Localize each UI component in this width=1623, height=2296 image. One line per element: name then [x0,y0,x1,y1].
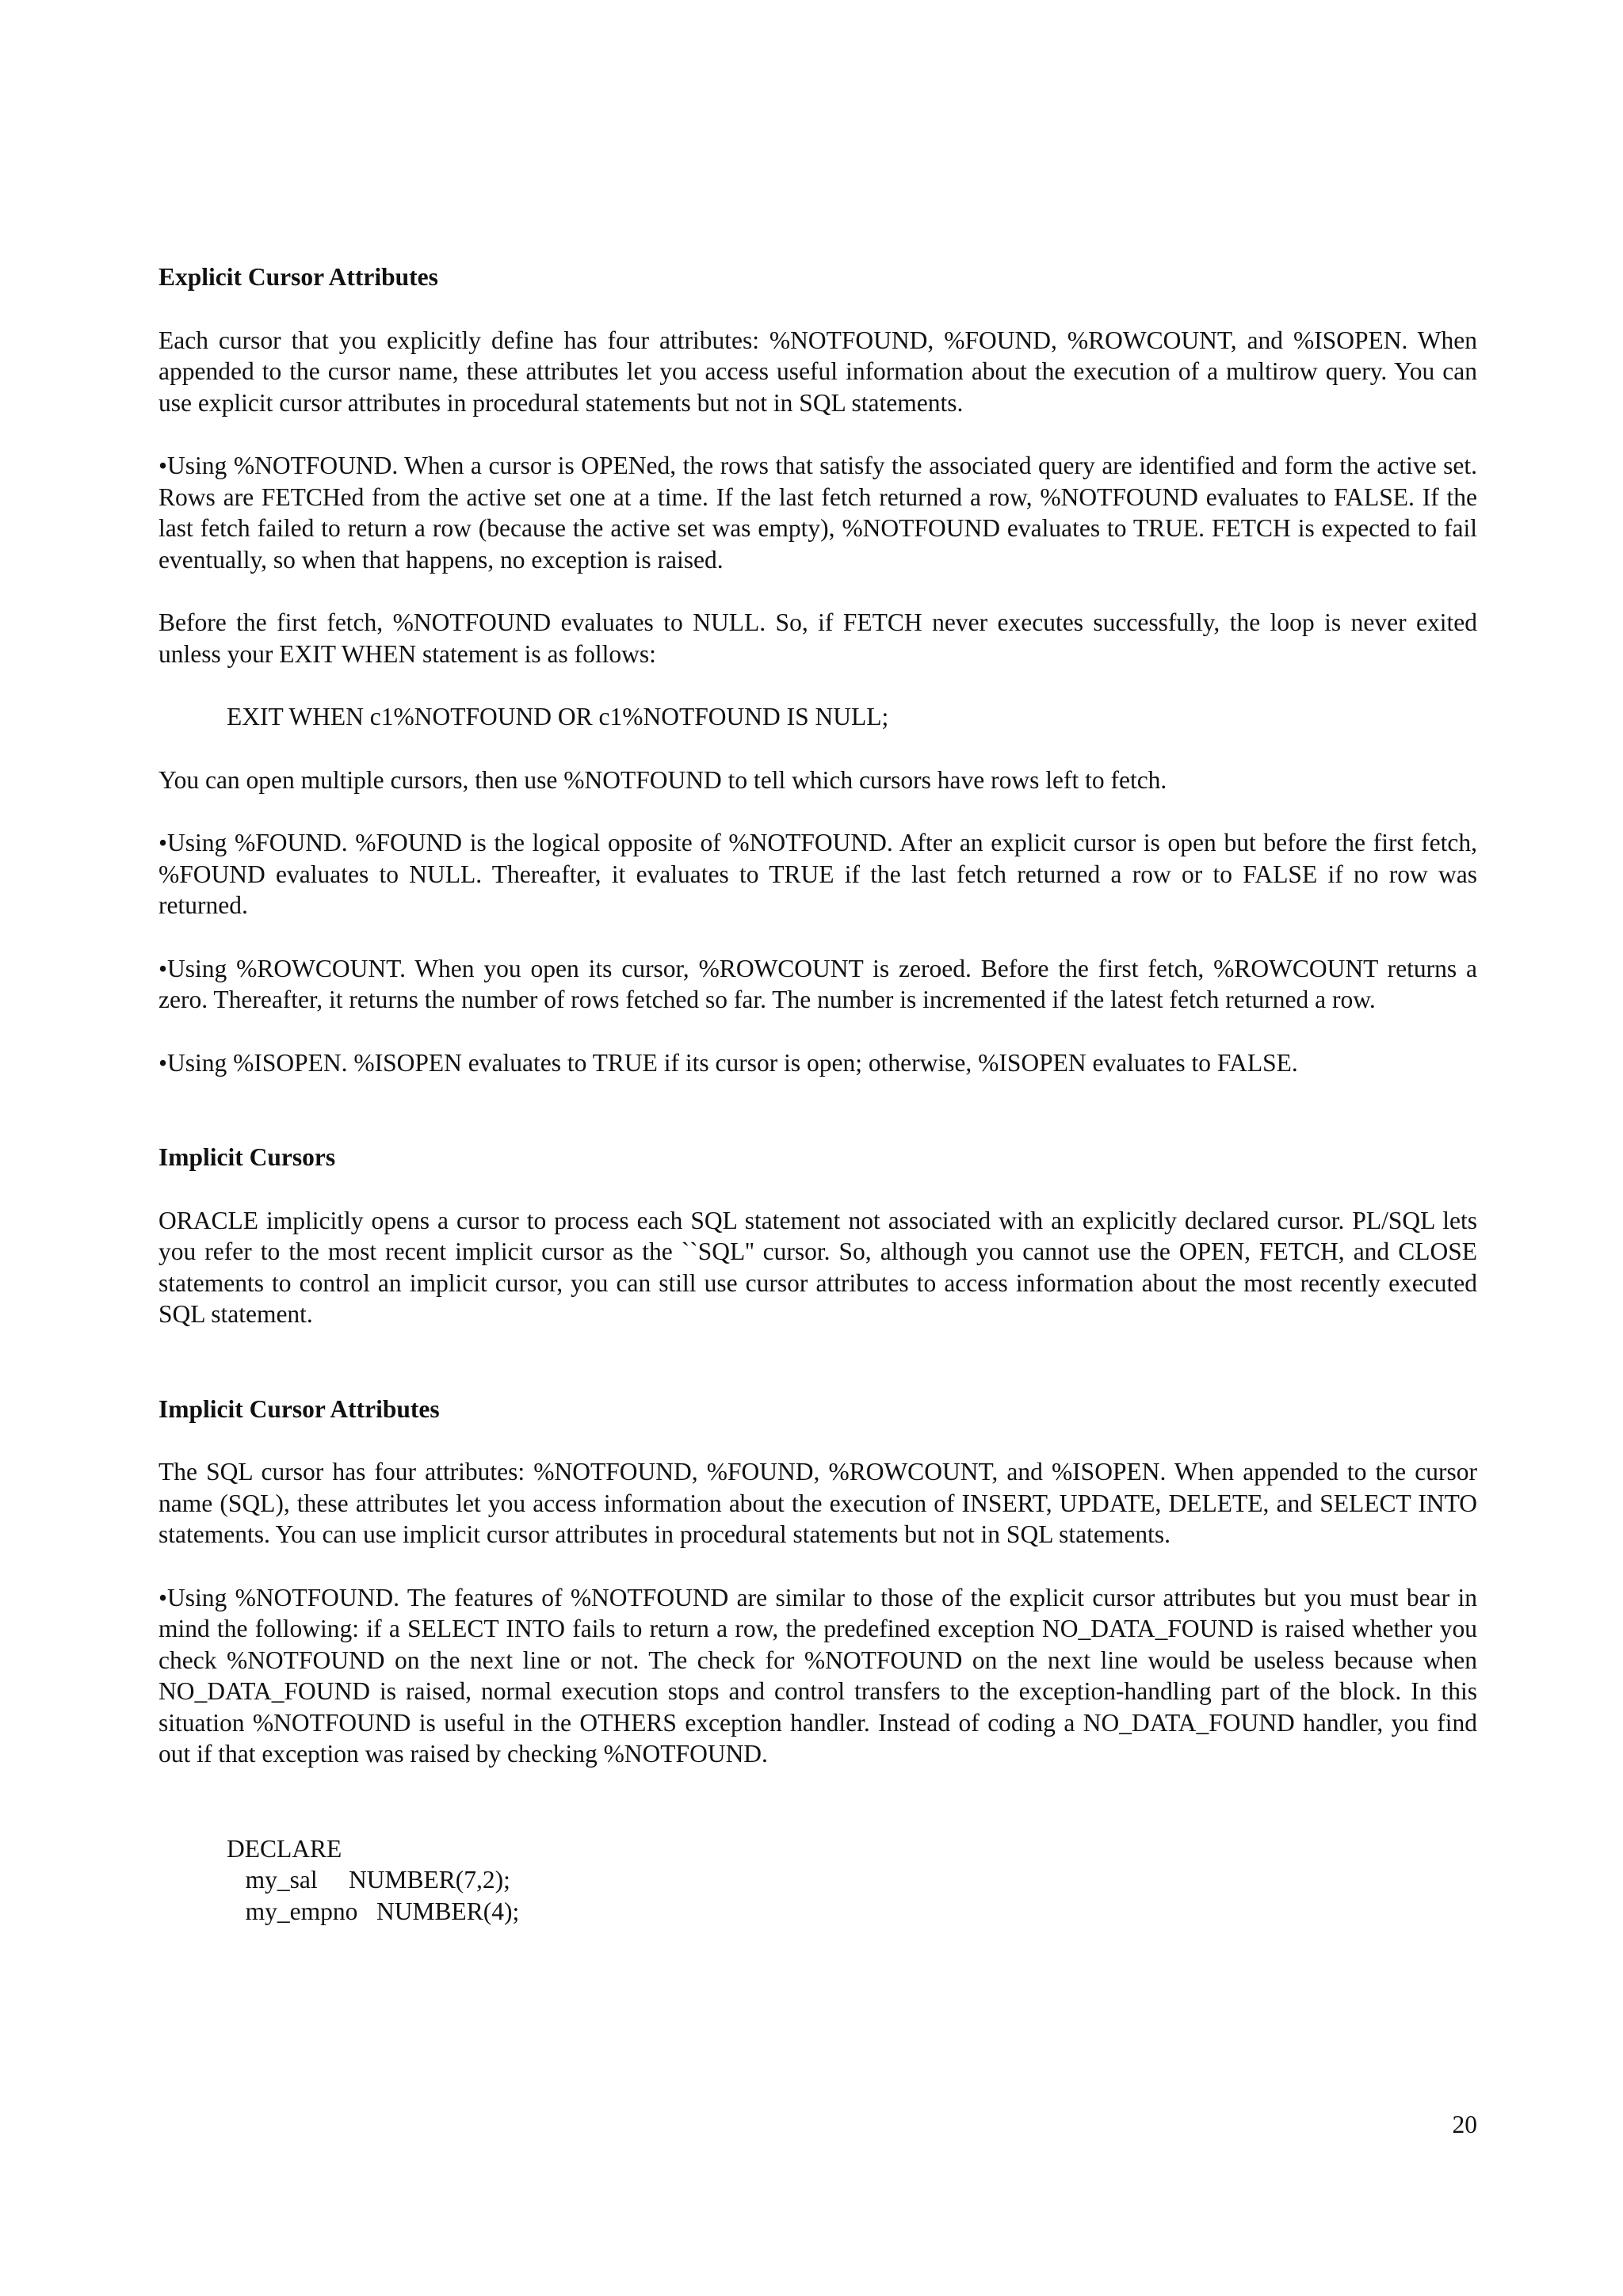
page-number: 20 [1452,2111,1477,2138]
paragraph-multiple-cursors: You can open multiple cursors, then use %NOTFOUND to tell which cursors have rows left to fetch. [158,765,1167,794]
code-line: my_empno NUMBER(4); [227,1897,520,1925]
code-line: DECLARE [227,1834,342,1863]
paragraph-explicit-intro: Each cursor that you explicitly define has four attributes: %NOTFOUND, %FOUND, %ROWCOUNT, and %ISOPEN. When appended to the cursor name, these attributes let you access useful information about the execution of a multirow query. You can use explicit cursor attributes in procedural statements but not in SQL statements. [158,326,1477,417]
code-line: my_sal NUMBER(7,2); [227,1866,510,1894]
page-content [158,261,1477,1927]
paragraph-implicit-cursors: ORACLE implicitly opens a cursor to process each SQL statement not associated with an explicitly declared cursor. PL/SQL lets you refer to the most recent implicit cursor as the ``SQL'' cursor. So, although you cannot use the OPEN, FETCH, and CLOSE statements to control an implicit cursor, you can still use cursor attributes to access information about the most recently executed SQL statement. [158,1206,1477,1328]
paragraph-explicit-found: •Using %FOUND. %FOUND is the logical opposite of %NOTFOUND. After an explicit cursor is open but before the first fetch, %FOUND evaluates to NULL. Thereafter, it evaluates to TRUE if the last fetch returned a row or to FALSE if no row was returned. [158,829,1477,919]
heading-explicit-cursor-attributes: Explicit Cursor Attributes [158,263,438,291]
code-exit-when: EXIT WHEN c1%NOTFOUND OR c1%NOTFOUND IS NULL; [227,703,889,730]
heading-implicit-cursor-attributes: Implicit Cursor Attributes [158,1394,440,1423]
paragraph-implicit-intro: The SQL cursor has four attributes: %NOTFOUND, %FOUND, %ROWCOUNT, and %ISOPEN. When appended to the cursor name (SQL), these attributes let you access information about the execution of INSERT, UPDATE, DELETE, and SELECT INTO statements. You can use implicit cursor attributes in procedural statements but not in SQL statements. [158,1458,1477,1548]
paragraph-explicit-isopen: •Using %ISOPEN. %ISOPEN evaluates to TRUE if its cursor is open; otherwise, %ISOPEN evaluates to FALSE. [158,1048,1298,1077]
paragraph-explicit-rowcount: •Using %ROWCOUNT. When you open its cursor, %ROWCOUNT is zeroed. Before the first fetch, %ROWCOUNT returns a zero. Thereafter, it returns the number of rows fetched so far. The number is incremented if the latest fetch returned a row. [158,954,1477,1013]
heading-implicit-cursors: Implicit Cursors [158,1143,336,1171]
paragraph-before-first-fetch: Before the first fetch, %NOTFOUND evaluates to NULL. So, if FETCH never executes successfully, the loop is never exited unless your EXIT WHEN statement is as follows: [158,608,1477,668]
code-block-declare [158,1833,1477,1928]
paragraph-explicit-notfound: •Using %NOTFOUND. When a cursor is OPENed, the rows that satisfy the associated query are identified and form the active set. Rows are FETCHed from the active set one at a time. If the last fetch returned a row, %NOTFOUND evaluates to FALSE. If the last fetch failed to return a row (because the active set was empty), %NOTFOUND evaluates to TRUE. FETCH is expected to fail eventually, so when that happens, no exception is raised. [158,452,1477,574]
paragraph-implicit-notfound: •Using %NOTFOUND. The features of %NOTFOUND are similar to those of the explicit cursor attributes but you must bear in mind the following: if a SELECT INTO fails to return a row, the predefined exception NO_DATA_FOUND is raised whether you check %NOTFOUND on the next line or not. The check for %NOTFOUND on the next line would be useless because when NO_DATA_FOUND is raised, normal execution stops and control transfers to the exception-handling part of the block. In this situation %NOTFOUND is useful in the OTHERS exception handler. Instead of coding a NO_DATA_FOUND handler, you find out if that exception was raised by checking %NOTFOUND. [158,1583,1477,1768]
